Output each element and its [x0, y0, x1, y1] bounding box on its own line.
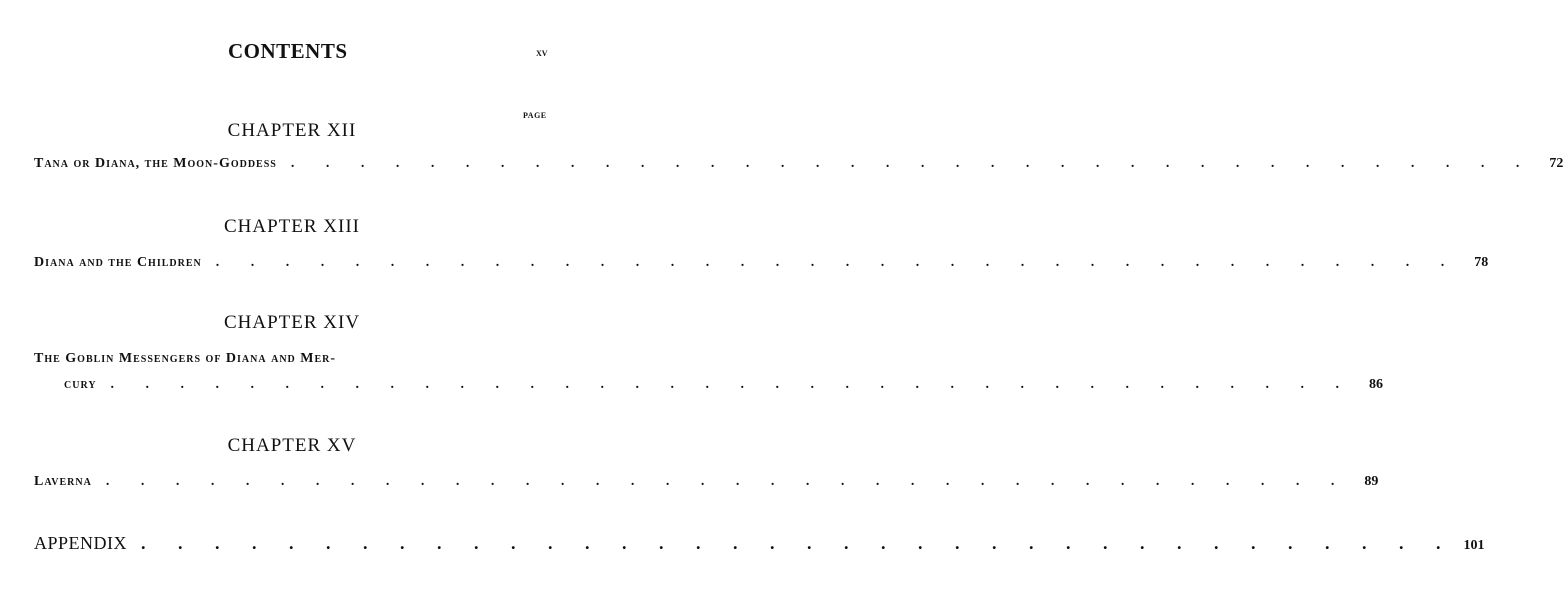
page-column-label: PAGE	[523, 111, 547, 120]
dot-leader: . . . . . . . . . . . . . . . . . . . . . . . . . . . . . . . . . . . .	[110, 377, 1354, 392]
appendix-title: APPENDIX	[34, 533, 128, 553]
toc-entry-page: 72	[1549, 156, 1563, 171]
dot-leader: . . . . . . . . . . . . . . . . . . . . . . . . . . . . . . . . . . . .	[290, 156, 1534, 171]
dot-leader: . . . . . . . . . . . . . . . . . . . . . . . . . . . . . . . . . . . .	[215, 255, 1459, 270]
toc-entry-page: 78	[1474, 255, 1489, 270]
toc-entry-13[interactable]	[34, 255, 1489, 271]
toc-entry-15[interactable]	[34, 474, 1379, 490]
dot-leader: . . . . . . . . . . . . . . . . . . . . . . . . . . . . . . . . . . . .	[105, 474, 1349, 489]
toc-entry-title: The Goblin Messengers of Diana and Mer-	[34, 351, 337, 366]
chapter-heading-12: CHAPTER XII	[227, 120, 357, 141]
page-title: CONTENTS	[228, 39, 348, 63]
toc-entry-title: Laverna	[34, 474, 92, 489]
appendix-page: 101	[1463, 538, 1485, 553]
toc-entry-page: 86	[1369, 377, 1384, 392]
toc-entry-14-line1[interactable]	[34, 351, 564, 367]
toc-entry-12[interactable]	[34, 156, 1563, 172]
page-folio-number: xv	[536, 45, 548, 59]
toc-entry-14-line2[interactable]	[34, 377, 1384, 393]
chapter-heading-15: CHAPTER XV	[227, 435, 357, 456]
toc-entry-appendix[interactable]	[34, 533, 1485, 554]
chapter-heading-14: CHAPTER XIV	[223, 312, 361, 333]
chapter-heading-13: CHAPTER XIII	[223, 216, 361, 237]
toc-entry-title-continuation: cury	[64, 377, 97, 392]
toc-entry-title: Tana or Diana, the Moon-Goddess	[34, 156, 277, 171]
toc-entry-title: Diana and the Children	[34, 255, 202, 270]
toc-entry-page: 89	[1364, 474, 1379, 489]
dot-leader: . . . . . . . . . . . . . . . . . . . . . . . . . . . . . . . . . . . .	[141, 533, 1455, 553]
